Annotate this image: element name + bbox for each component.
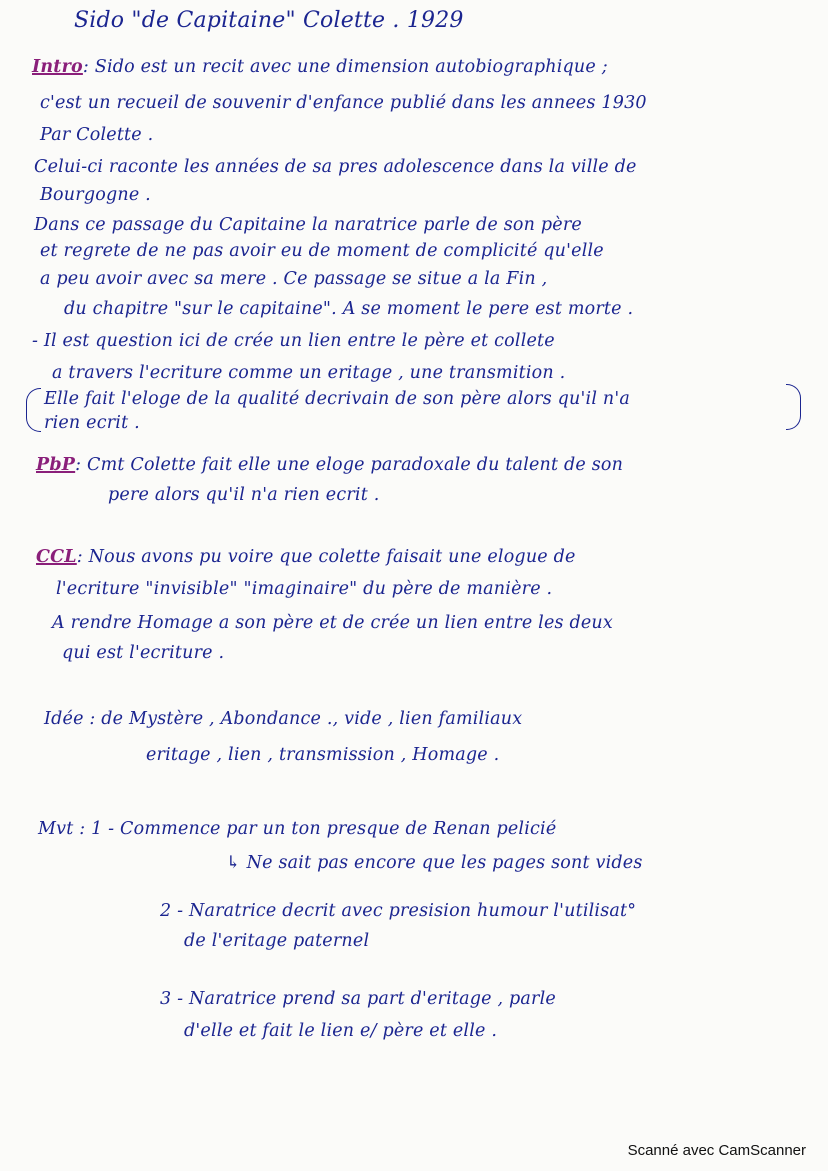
- intro-line-10: - Il est question ici de crée un lien entre le père et collete: [32, 331, 555, 351]
- intro-line-6: Dans ce passage du Capitaine la naratrice parle de son père: [34, 215, 582, 235]
- mvt-line-1: Mvt : 1 - Commence par un ton presque de Renan pelicié: [38, 819, 557, 839]
- intro-line-1: Intro: Sido est un recit avec une dimension autobiographique ;: [32, 57, 608, 77]
- mvt-line-6: d'elle et fait le lien e/ père et elle .: [184, 1021, 498, 1041]
- idee-line-1: Idée : de Mystère , Abondance ., vide , lien familiaux: [44, 709, 523, 729]
- ccl-label: CCL: [36, 547, 77, 567]
- ccl-line-2: l'ecriture "invisible" "imaginaire" du père de manière .: [56, 579, 553, 599]
- intro-line-3: Par Colette .: [40, 125, 154, 145]
- mvt-line-3: 2 - Naratrice decrit avec presision humour l'utilisat°: [160, 901, 637, 921]
- pbp-label: PbP: [36, 455, 76, 475]
- mvt-line-5: 3 - Naratrice prend sa part d'eritage , parle: [160, 989, 556, 1009]
- intro-line-4: Celui-ci raconte les années de sa pres adolescence dans la ville de: [34, 157, 637, 177]
- intro-line-5: Bourgogne .: [40, 185, 151, 205]
- intro-line-8: a peu avoir avec sa mere . Ce passage se situe a la Fin ,: [40, 269, 548, 289]
- ccl-line-3: A rendre Homage a son père et de crée un lien entre les deux: [52, 613, 613, 633]
- idee-label: Idée: [44, 709, 84, 729]
- intro-line-7: et regrete de ne pas avoir eu de moment de complicité qu'elle: [40, 241, 604, 261]
- left-bracket: [26, 388, 41, 432]
- intro-line-13: rien ecrit .: [44, 413, 140, 433]
- mvt-label: Mvt: [38, 819, 74, 839]
- right-bracket: [786, 384, 801, 430]
- pbp-line-2: pere alors qu'il n'a rien ecrit .: [108, 485, 380, 505]
- ccl-line-1: CCL: Nous avons pu voire que colette faisait une elogue de: [36, 547, 576, 567]
- intro-line-12: Elle fait l'eloge de la qualité decrivain de son père alors qu'il n'a: [44, 389, 630, 409]
- intro-line-2: c'est un recueil de souvenir d'enfance publié dans les annees 1930: [40, 93, 647, 113]
- intro-line-11: a travers l'ecriture comme un eritage , une transmition .: [52, 363, 566, 383]
- ccl-line-4: qui est l'ecriture .: [62, 643, 225, 663]
- page-title: Sido "de Capitaine" Colette . 1929: [74, 8, 464, 33]
- idee-line-2: eritage , lien , transmission , Homage .: [146, 745, 500, 765]
- mvt-line-2: ↳ Ne sait pas encore que les pages sont vides: [226, 853, 643, 873]
- scanner-watermark: Scanné avec CamScanner: [627, 1142, 806, 1159]
- intro-label: Intro: [32, 57, 83, 77]
- intro-line-9: du chapitre "sur le capitaine". A se moment le pere est morte .: [64, 299, 634, 319]
- pbp-line-1: PbP: Cmt Colette fait elle une eloge paradoxale du talent de son: [36, 455, 624, 475]
- mvt-line-4: de l'eritage paternel: [184, 931, 370, 951]
